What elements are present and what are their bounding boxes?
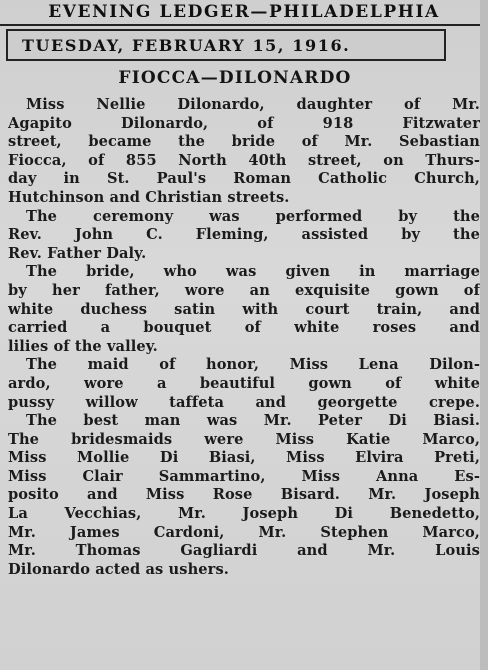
article-line: Miss Nellie Dilonardo, daughter of Mr. <box>26 96 480 113</box>
article-line: lilies of the valley. <box>8 337 158 355</box>
article-line: The bridesmaids were Miss Katie Marco, <box>8 430 480 448</box>
article-line: carried a bouquet of white roses and <box>8 319 480 337</box>
article-line: white duchess satin with court train, and <box>8 300 480 318</box>
article-line: The best man was Mr. Peter Di Biasi. <box>26 412 480 430</box>
article-line: ardo, wore a beautiful gown of white <box>8 374 480 392</box>
article-line: Agapito Dilonardo, of 918 Fitzwater <box>8 114 480 132</box>
article-headline: FIOCCA—DILONARDO <box>118 68 352 88</box>
article-line: day in St. Paul's Roman Catholic Church, <box>8 170 480 188</box>
article-body <box>8 96 480 579</box>
article-line: posito and Miss Rose Bisard. Mr. Joseph <box>8 486 480 504</box>
article-line: The maid of honor, Miss Lena Dilon- <box>26 356 480 374</box>
masthead-title: EVENING LEDGER—PHILADELPHIA <box>48 2 440 22</box>
masthead <box>0 0 488 26</box>
article-line: street, became the bride of Mr. Sebastian <box>8 133 480 151</box>
article-line: Rev. Father Daly. <box>8 244 147 262</box>
dateline-box <box>6 29 446 61</box>
article-line: Miss Mollie Di Biasi, Miss Elvira Preti, <box>8 449 480 467</box>
dateline-text: TUESDAY, FEBRUARY 15, 1916. <box>22 35 351 55</box>
article-line: The bride, who was given in marriage <box>26 263 480 281</box>
article-line: Rev. John C. Fleming, assisted by the <box>8 226 480 244</box>
article-line: by her father, wore an exquisite gown of <box>8 281 480 299</box>
article-line: Hutchinson and Christian streets. <box>8 188 290 206</box>
scan-edge <box>480 0 488 670</box>
article-line: Mr. Thomas Gagliardi and Mr. Louis <box>8 542 480 560</box>
article-line: Miss Clair Sammartino, Miss Anna Es- <box>8 467 480 485</box>
article-line: Dilonardo acted as ushers. <box>8 560 229 578</box>
article-line: Fiocca, of 855 North 40th street, on Thurs- <box>8 151 480 169</box>
article-line: La Vecchias, Mr. Joseph Di Benedetto, <box>8 505 480 523</box>
article-line: Mr. James Cardoni, Mr. Stephen Marco, <box>8 523 480 541</box>
article-line: The ceremony was performed by the <box>26 207 480 225</box>
article-line: pussy willow taffeta and georgette crepe. <box>8 393 480 411</box>
